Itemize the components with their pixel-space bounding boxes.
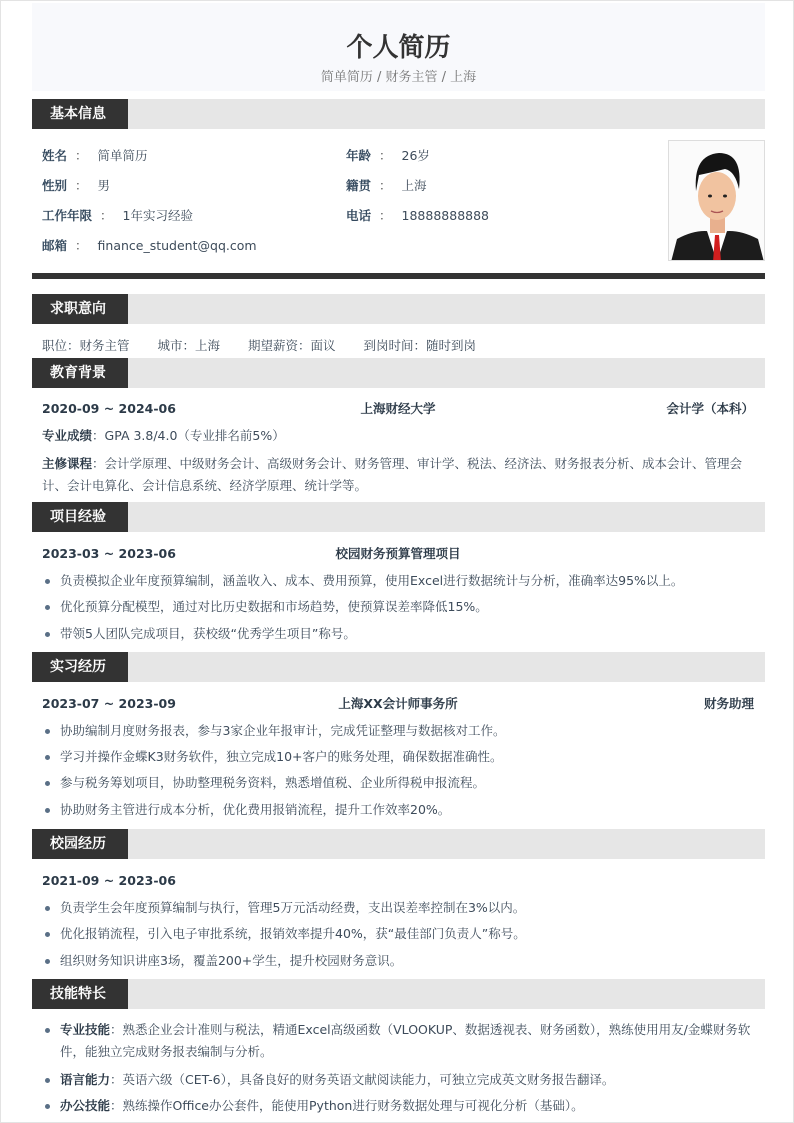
section-education (32, 358, 765, 388)
field-age: 年龄 ： 26岁 (346, 148, 430, 163)
field-email: 邮箱 ： finance_student@qq.com (42, 238, 257, 253)
list-item: 协助编制月度财务报表，参与3家企业年报审计，完成凭证整理与数据核对工作。 (42, 720, 762, 742)
list-item: 学习并操作金蝶K3财务软件，独立完成10+客户的账务处理，确保数据准确性。 (42, 746, 762, 768)
skill-item: 语言能力：英语六级（CET-6），具备良好的财务英语文献阅读能力，可独立完成英文财务报告翻译。 (42, 1069, 762, 1091)
section-campus (32, 829, 765, 859)
section-projects (32, 502, 765, 532)
education-courses: 主修课程：会计学原理、中级财务会计、高级财务会计、财务管理、审计学、税法、经济法、财务报表分析、成本会计、管理会计、会计电算化、会计信息系统、经济学原理、统计学等。 (42, 456, 743, 493)
section-heading: 校园经历 (32, 829, 128, 859)
list-item: 协助财务主管进行成本分析，优化费用报销流程，提升工作效率20%。 (42, 799, 762, 821)
page-title: 个人简历 (346, 33, 451, 63)
education-gpa: 专业成绩：GPA 3.8/4.0（专业排名前5%） (42, 428, 285, 443)
section-heading: 技能特长 (32, 979, 128, 1009)
section-heading: 教育背景 (32, 358, 128, 388)
divider (32, 273, 765, 279)
section-heading: 实习经历 (32, 652, 128, 682)
page-subtitle: 简单简历 / 财务主管 / 上海 (320, 70, 477, 85)
job-intent-line: 职位：财务主管 城市：上海 期望薪资：面议 到岗时间：随时到岗 (42, 338, 477, 353)
list-item: 负责模拟企业年度预算编制，涵盖收入、成本、费用预算，使用Excel进行数据统计与分析，准确率达95%以上。 (42, 570, 762, 592)
field-experience: 工作年限 ： 1年实习经验 (42, 208, 193, 223)
list-item: 组织财务知识讲座3场，覆盖200+学生，提升校园财务意识。 (42, 950, 762, 972)
skill-item: 办公技能：熟练操作Office办公套件，能使用Python进行财务数据处理与可视化分析（基础）。 (42, 1095, 762, 1117)
field-gender: 性别 ： 男 (42, 178, 111, 193)
list-item: 优化预算分配模型，通过对比历史数据和市场趋势，使预算误差率降低15%。 (42, 596, 762, 618)
skill-item: 专业技能：熟悉企业会计准则与税法，精通Excel高级函数（VLOOKUP、数据透视表、财务函数），熟练使用用友/金蝶财务软件，能独立完成财务报表编制与分析。 (42, 1019, 762, 1063)
resume-header (32, 3, 765, 91)
campus-entry: 2021-09 ~ 2023-06 (42, 873, 176, 888)
section-basic-info (32, 99, 765, 129)
internship-entry: 2023-07 ~ 2023-09 上海XX会计师事务所 财务助理 (42, 696, 754, 711)
section-heading: 求职意向 (32, 294, 128, 324)
list-item: 优化报销流程，引入电子审批系统，报销效率提升40%，获“最佳部门负责人”称号。 (42, 923, 762, 945)
list-item: 负责学生会年度预算编制与执行，管理5万元活动经费，支出误差率控制在3%以内。 (42, 897, 762, 919)
section-job-intent (32, 294, 765, 324)
list-item: 带领5人团队完成项目，获校级“优秀学生项目”称号。 (42, 623, 762, 645)
section-skills (32, 979, 765, 1009)
section-heading: 项目经验 (32, 502, 128, 532)
field-hometown: 籍贯 ： 上海 (346, 178, 427, 193)
list-item: 参与税务筹划项目，协助整理税务资料，熟悉增值税、企业所得税申报流程。 (42, 772, 762, 794)
section-internship (32, 652, 765, 682)
avatar (668, 140, 765, 261)
field-name: 姓名 ： 简单简历 (42, 148, 148, 163)
education-entry: 2020-09 ~ 2024-06 上海财经大学 会计学（本科） (42, 401, 754, 416)
project-entry: 2023-03 ~ 2023-06 校园财务预算管理项目 (42, 546, 461, 561)
field-phone: 电话 ： 18888888888 (346, 208, 490, 223)
section-heading: 基本信息 (32, 99, 128, 129)
